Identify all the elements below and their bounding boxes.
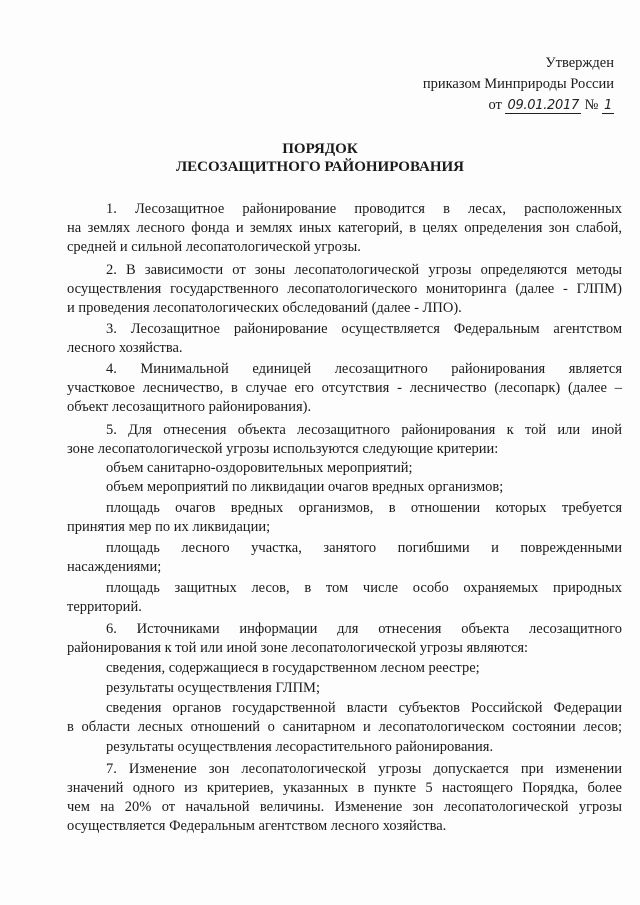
text-line: сведения, содержащиеся в государственном лесном реестре;	[106, 660, 480, 676]
approval-from-label: от	[488, 97, 502, 113]
text-line: зоне лесопатологической угрозы используются следующие критерии:	[67, 441, 499, 457]
text-line: объект лесозащитного районирования).	[67, 399, 312, 415]
text-line: насаждениями;	[67, 559, 162, 575]
text-line: 3. Лесозащитное районирование осуществляется Федеральным агентством	[106, 321, 622, 337]
text-line: результаты осуществления ГЛПМ;	[106, 680, 320, 696]
text-line: районирования к той или иной зоне лесопатологической угрозы являются:	[67, 640, 529, 656]
text-line: и проведения лесопатологических обследований (далее - ЛПО).	[67, 300, 462, 316]
approval-number-label: №	[584, 97, 599, 113]
document-title-line-2: ЛЕСОЗАЩИТНОГО РАЙОНИРОВАНИЯ	[175, 159, 465, 175]
text-line: объем санитарно-оздоровительных мероприятий;	[106, 460, 413, 476]
text-line: лесного хозяйства.	[67, 340, 183, 356]
text-line: площадь лесного участка, занятого погибшими и поврежденными	[106, 540, 622, 556]
text-line: участковое лесничество, в случае его отсутствия - лесничество (лесопарк) (далее –	[67, 380, 622, 396]
text-line: в области лесных отношений о санитарном и лесопатологическом состоянии лесов;	[67, 719, 622, 735]
document-title-line-1: ПОРЯДОК	[282, 141, 358, 157]
text-line: 2. В зависимости от зоны лесопатологической угрозы определяются методы	[106, 262, 622, 278]
text-line: чем на 20% от начальной величины. Изменение зон лесопатологической угрозы	[67, 799, 622, 815]
text-line: сведения органов государственной власти субъектов Российской Федерации	[106, 700, 622, 716]
approval-line-2: приказом Минприроды России	[422, 76, 614, 92]
text-line: осуществляется Федеральным агентством лесного хозяйства.	[67, 818, 447, 834]
text-line: на землях лесного фонда и землях иных категорий, в целях определения зон слабой,	[67, 220, 622, 236]
text-line: значений одного из критериев, указанных в пункте 5 настоящего Порядка, более	[67, 780, 622, 796]
text-line: площадь защитных лесов, в том числе особо охраняемых природных	[106, 580, 622, 596]
text-line: осуществления государственного лесопатологического мониторинга (далее - ГЛПМ)	[67, 281, 622, 297]
text-line: средней и сильной лесопатологической угрозы.	[67, 239, 361, 255]
text-line: принятия мер по их ликвидации;	[67, 519, 271, 535]
text-line: 1. Лесозащитное районирование проводится в лесах, расположенных	[106, 201, 622, 217]
approval-line-1: Утвержден	[545, 55, 614, 71]
text-line: 4. Минимальной единицей лесозащитного районирования является	[106, 361, 622, 377]
text-line: 5. Для отнесения объекта лесозащитного районирования к той или иной	[106, 422, 622, 438]
text-line: территорий.	[67, 599, 142, 615]
approval-date-line	[488, 96, 614, 115]
text-line: площадь очагов вредных организмов, в отношении которых требуется	[106, 500, 622, 516]
text-line: объем мероприятий по ликвидации очагов вредных организмов;	[106, 479, 504, 495]
handwritten-number: 1	[604, 98, 612, 113]
handwritten-date: 09.01.2017	[507, 98, 579, 113]
text-line: результаты осуществления лесорастительного районирования.	[106, 739, 494, 755]
text-line: 6. Источниками информации для отнесения объекта лесозащитного	[106, 621, 622, 637]
text-line: 7. Изменение зон лесопатологической угрозы допускается при изменении	[106, 761, 622, 777]
